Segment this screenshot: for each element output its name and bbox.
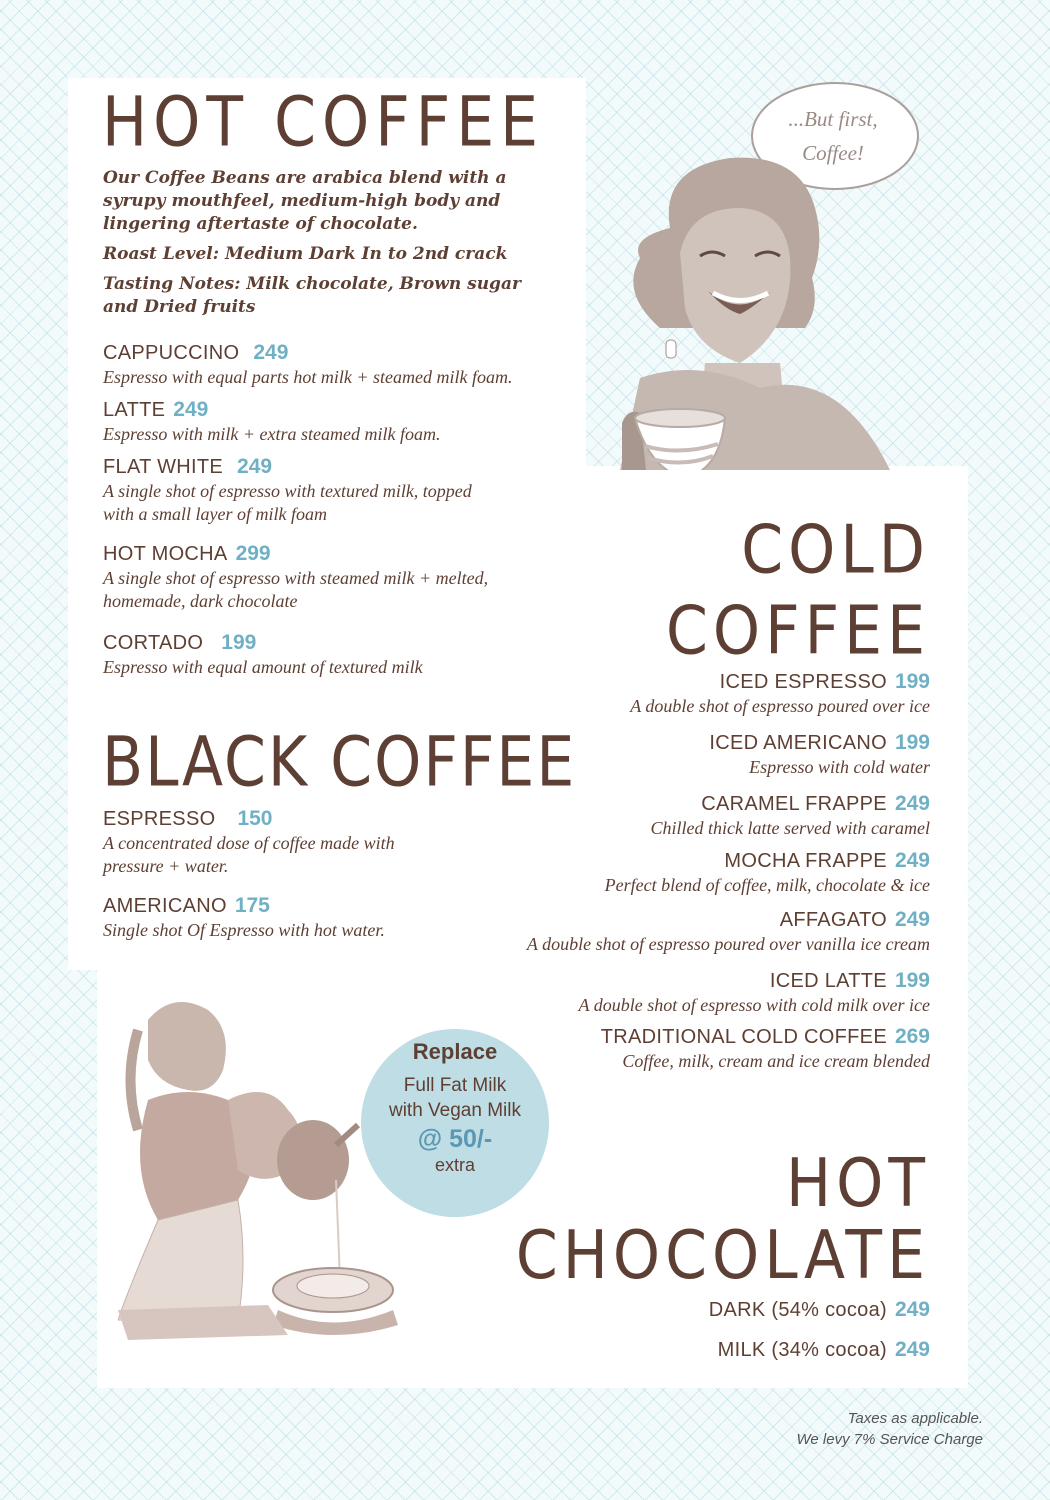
offer-line-1: Full Fat Milk <box>403 1075 507 1096</box>
tax-footer <box>797 1408 983 1450</box>
item-price: 175 <box>234 894 270 917</box>
menu-item-hot-mocha <box>103 542 553 613</box>
cold-coffee-title-line-2: COFFEE <box>666 591 930 671</box>
hot-coffee-intro <box>103 167 573 319</box>
footer-taxes: Taxes as applicable. <box>847 1410 983 1427</box>
item-price: 199 <box>221 631 257 654</box>
item-price: 299 <box>235 542 271 565</box>
item-name: CORTADO <box>103 632 204 654</box>
roast-level: Roast Level: Medium Dark In to 2nd crack <box>103 244 508 264</box>
menu-item-dark-chocolate <box>370 1298 930 1322</box>
item-name: LATTE <box>103 399 166 421</box>
item-name: ICED LATTE <box>769 970 887 992</box>
black-coffee-title: BLACK COFFEE <box>102 722 577 803</box>
menu-item-mocha-frappe <box>370 849 930 897</box>
item-price: 249 <box>894 849 930 872</box>
offer-text <box>361 1073 549 1123</box>
offer-title: Replace <box>412 1039 498 1064</box>
item-price: 199 <box>894 731 930 754</box>
item-description: A concentrated dose of coffee made with pressure + water. <box>103 833 395 876</box>
speech-line-1: ...But first, <box>788 107 878 131</box>
hot-chocolate-title-line-2: CHOCOLATE <box>515 1216 930 1295</box>
item-name: MILK (34% cocoa) <box>717 1339 887 1361</box>
menu-item-latte <box>103 398 593 446</box>
item-description: A double shot of espresso with cold milk over ice <box>578 995 930 1015</box>
offer-price: @ 50/- <box>417 1125 493 1153</box>
item-description: A double shot of espresso poured over vanilla ice cream <box>526 934 930 954</box>
item-description: A double shot of espresso poured over ice <box>630 696 930 716</box>
item-price: 249 <box>894 792 930 815</box>
item-name: CARAMEL FRAPPE <box>701 793 887 815</box>
item-name: AFFAGATO <box>779 909 887 931</box>
item-name: ESPRESSO <box>103 808 216 830</box>
item-description: A single shot of espresso with steamed milk + melted, homemade, dark chocolate <box>103 568 489 611</box>
item-price: 269 <box>894 1025 930 1048</box>
item-price: 199 <box>894 969 930 992</box>
item-name: TRADITIONAL COLD COFFEE <box>600 1026 887 1048</box>
offer-line-2: with Vegan Milk <box>388 1100 521 1121</box>
item-description: Espresso with equal parts hot milk + steamed milk foam. <box>103 367 513 387</box>
tasting-notes: Tasting Notes: Milk chocolate, Brown sugar and Dried fruits <box>103 274 521 317</box>
menu-item-cappuccino <box>103 341 593 389</box>
item-name: ICED AMERICANO <box>709 732 887 754</box>
item-name: ICED ESPRESSO <box>719 671 887 693</box>
item-description: Coffee, milk, cream and ice cream blended <box>622 1051 930 1071</box>
hot-coffee-title: HOT COFFEE <box>102 82 545 163</box>
cold-coffee-title-line-1: COLD <box>741 511 930 590</box>
item-price: 249 <box>237 455 273 478</box>
item-description: Single shot Of Espresso with hot water. <box>103 920 385 940</box>
item-price: 249 <box>894 1298 930 1321</box>
item-name: AMERICANO <box>103 895 227 917</box>
item-price: 249 <box>173 398 209 421</box>
item-price: 199 <box>894 670 930 693</box>
item-description: Espresso with equal amount of textured milk <box>103 657 423 677</box>
beans-description: Our Coffee Beans are arabica blend with a syrupy mouthfeel, medium-high body and lingering aftertaste of chocolate. <box>103 168 507 234</box>
item-description: Chilled thick latte served with caramel <box>650 818 930 838</box>
item-description: Espresso with milk + extra steamed milk foam. <box>103 424 441 444</box>
menu-item-americano <box>103 894 593 942</box>
coffee-cup <box>622 409 725 470</box>
item-description: Perfect blend of coffee, milk, chocolate & ice <box>604 875 930 895</box>
footer-service-charge: We levy 7% Service Charge <box>796 1431 983 1448</box>
item-description: Espresso with cold water <box>749 757 930 777</box>
item-name: DARK (54% cocoa) <box>708 1299 887 1321</box>
menu-item-espresso <box>103 807 403 878</box>
menu-item-iced-latte <box>370 969 930 1017</box>
item-name: FLAT WHITE <box>103 456 224 478</box>
woman-drinking-coffee-illustration <box>600 78 930 470</box>
hot-chocolate-title-line-1: HOT <box>786 1144 930 1224</box>
offer-extra: extra <box>434 1155 476 1175</box>
item-name: CAPPUCCINO <box>103 342 240 364</box>
item-price: 249 <box>894 1338 930 1361</box>
menu-item-iced-espresso <box>370 670 930 718</box>
menu-item-flat-white <box>103 455 483 526</box>
item-name: MOCHA FRAPPE <box>724 850 887 872</box>
item-name: HOT MOCHA <box>103 543 228 565</box>
item-price: 249 <box>253 341 289 364</box>
hot-chocolate-title <box>515 1144 930 1295</box>
item-price: 150 <box>237 807 273 830</box>
cold-coffee-title <box>666 510 930 671</box>
speech-line-2: Coffee! <box>802 141 864 165</box>
menu-item-milk-chocolate <box>370 1338 930 1362</box>
item-description: A single shot of espresso with textured milk, topped with a small layer of milk foam <box>103 481 472 524</box>
item-price: 249 <box>894 908 930 931</box>
